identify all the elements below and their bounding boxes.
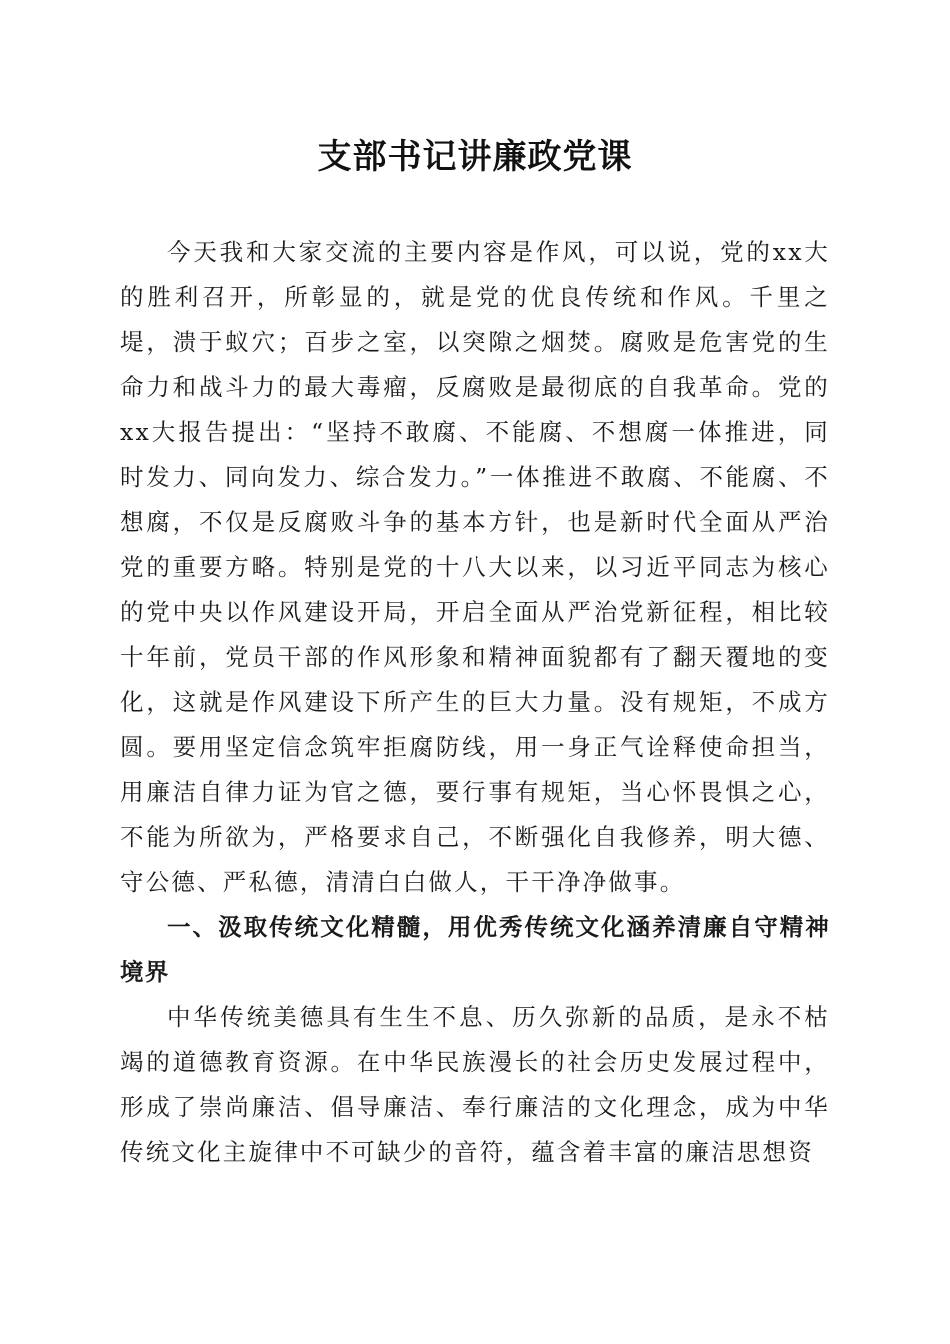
document-title: 支部书记讲廉政党课 [317, 137, 633, 177]
document-body [120, 230, 830, 1175]
section-paragraph: 中华传统美德具有生生不息、历久弥新的品质，是永不枯竭的道德教育资源。在中华民族漫长的社会历史发展过程中，形成了崇尚廉洁、倡导廉洁、奉行廉洁的文化理念，成为中华传统文化主旋律中不可缺少的音符，蕴含着丰富的廉洁思想资 [120, 1003, 830, 1166]
section-heading: 一、汲取传统文化精髓，用优秀传统文化涵养清廉自守精神境界 [120, 913, 830, 986]
intro-paragraph: 今天我和大家交流的主要内容是作风，可以说，党的xx大的胜利召开，所彰显的，就是党的优良传统和作风。千里之堤，溃于蚁穴；百步之室，以突隙之烟焚。腐败是危害党的生命力和战斗力的最大毒瘤，反腐败是最彻底的自我革命。党的xx大报告提出：“坚持不敢腐、不能腐、不想腐一体推进，同时发力、同向发力、综合发力。”一体推进不敢腐、不能腐、不想腐，不仅是反腐败斗争的基本方针，也是新时代全面从严治党的重要方略。特别是党的十八大以来，以习近平同志为核心的党中央以作风建设开局，开启全面从严治党新征程，相比较十年前，党员干部的作风形象和精神面貌都有了翻天覆地的变化，这就是作风建设下所产生的巨大力量。没有规矩，不成方圆。要用坚定信念筑牢拒腐防线，用一身正气诠释使命担当，用廉洁自律力证为官之德，要行事有规矩，当心怀畏惧之心，不能为所欲为，严格要求自己，不断强化自我修养，明大德、守公德、严私德，清清白白做人，干干净净做事。 [120, 238, 830, 896]
